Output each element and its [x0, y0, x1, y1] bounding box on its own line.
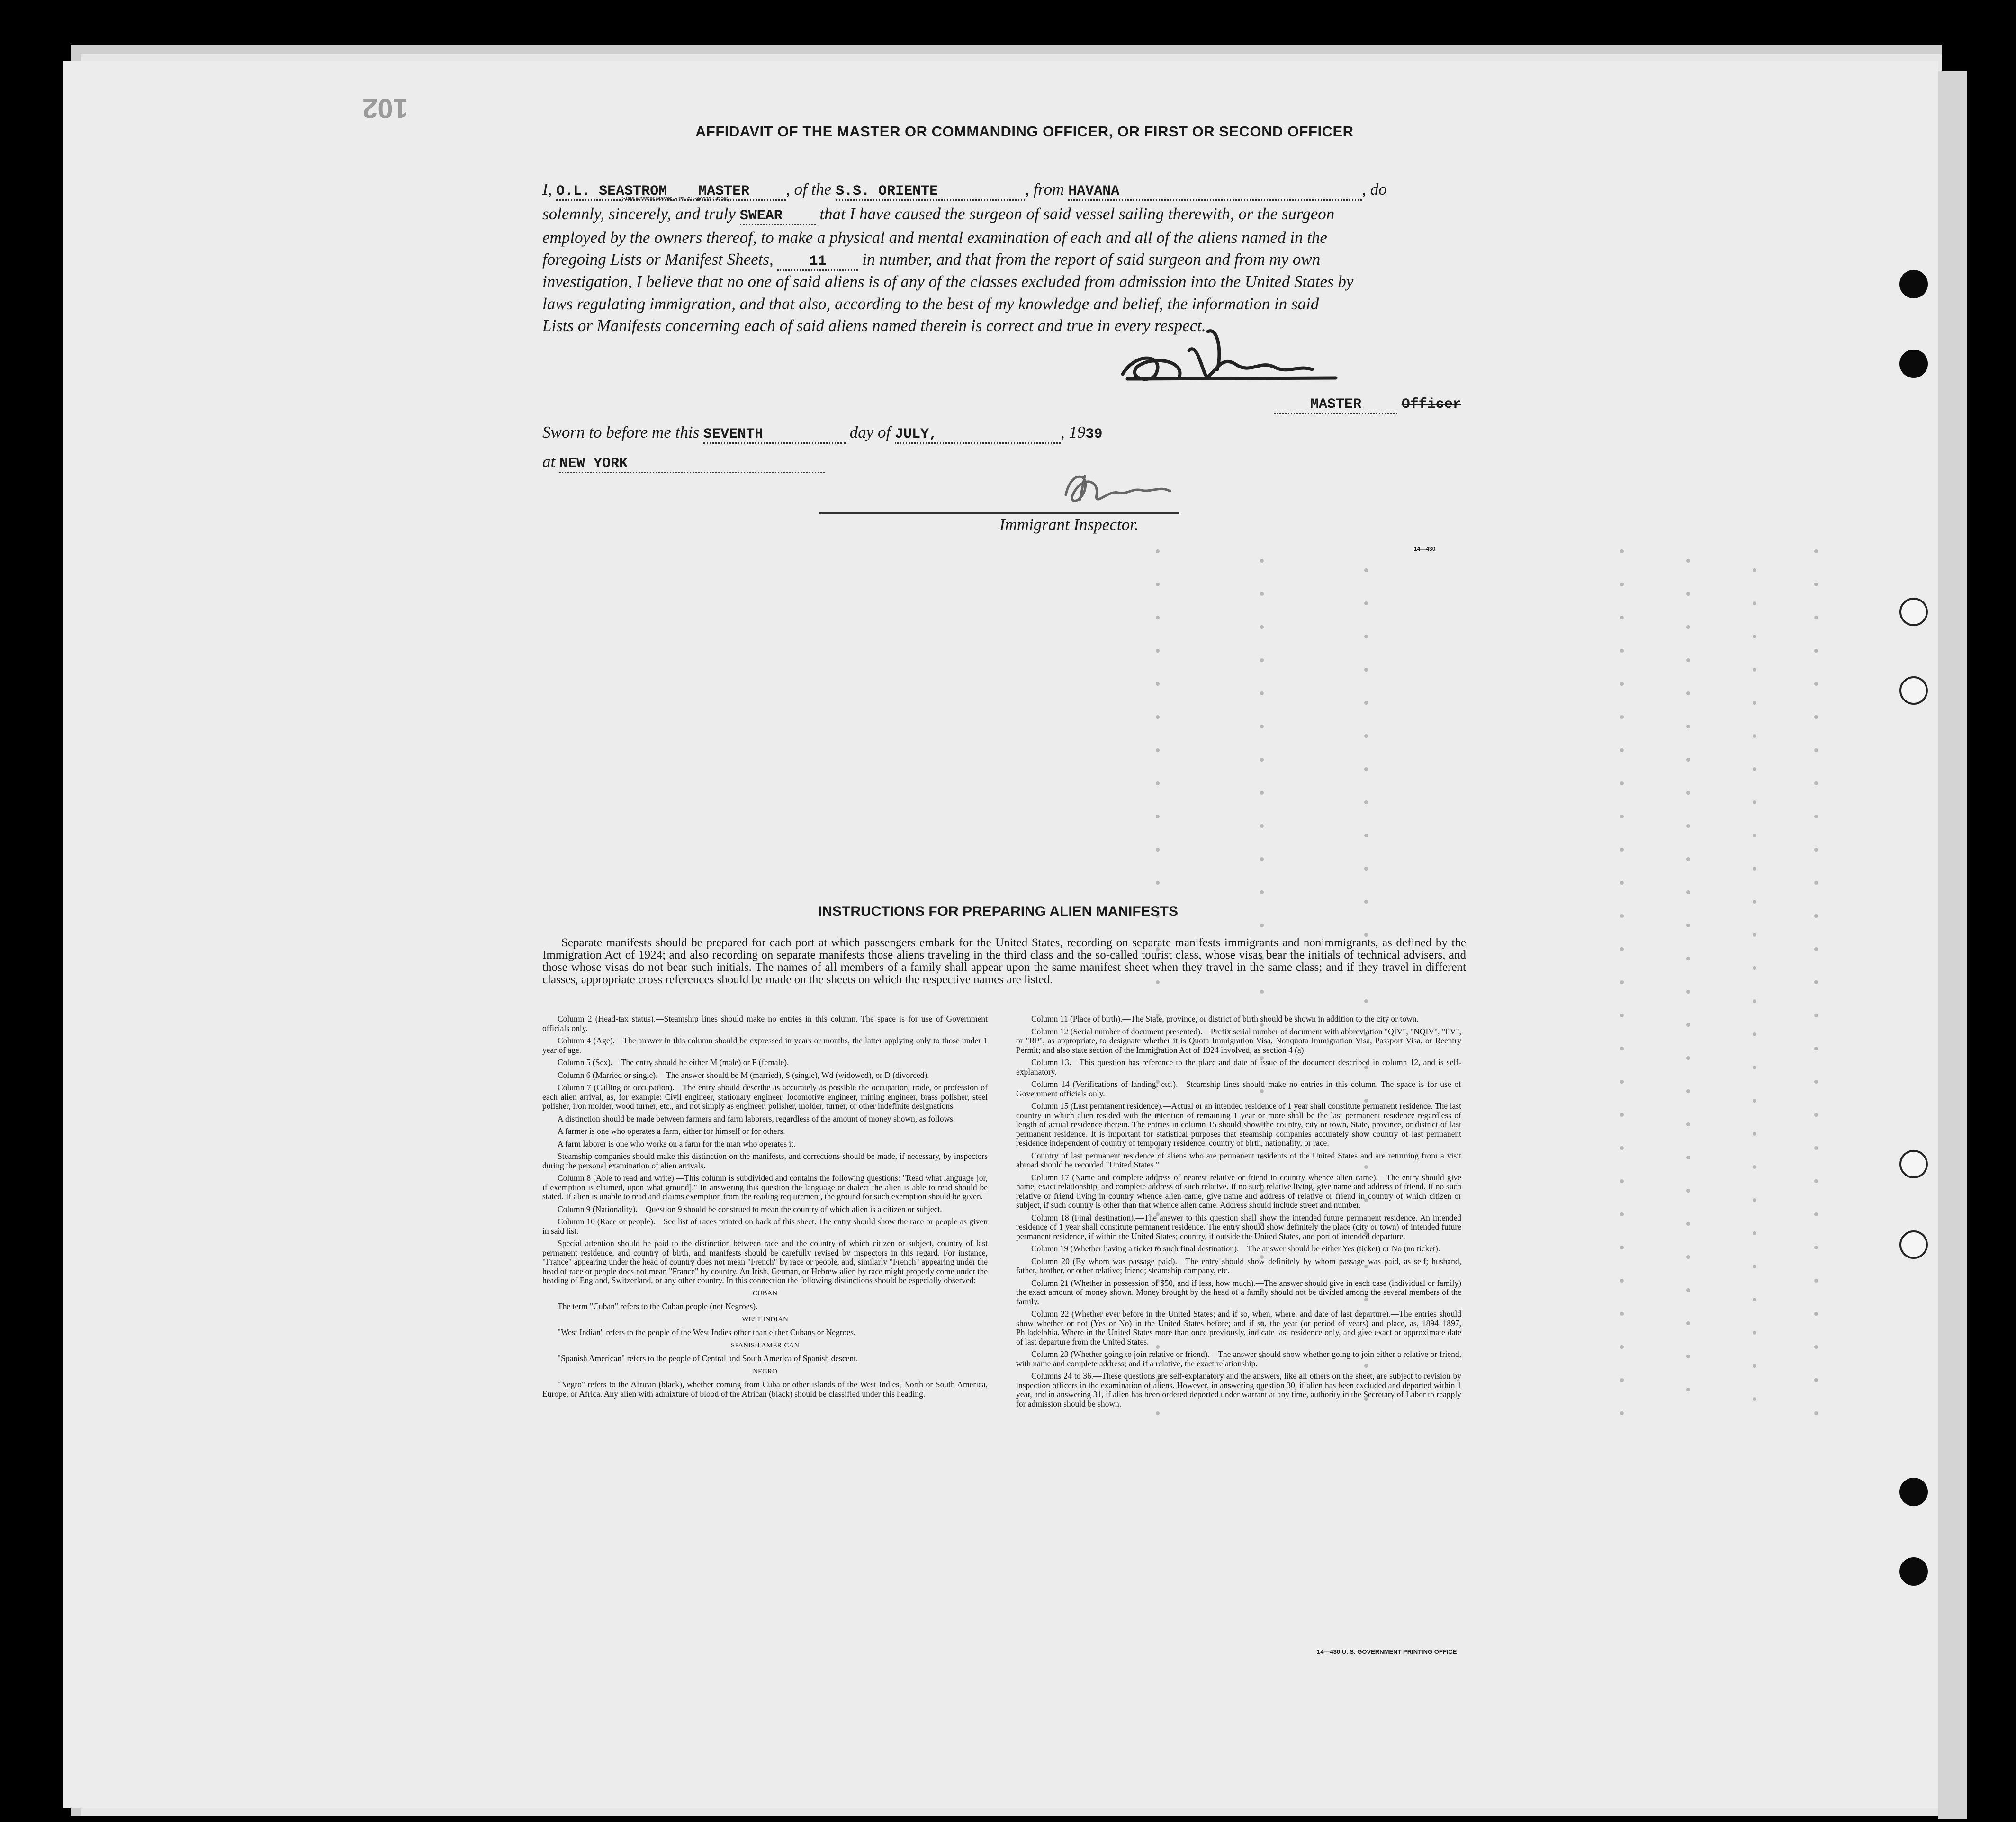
instructions-intro: Separate manifests should be prepared for each port at which passengers embark for the United States, recording on separate manifests immigrants and nonimmigrants, as defined by the Immigration Act of 1924; and also recording on separate manifests those aliens traveling in the third class and the so-called tourist class, whose visas bear the initials of technical advisers, and those whose visas do not bear such initials. The names of all members of a family shall appear upon the same manifest sheet when they travel in the same class; and if they travel in different classes, appropriate cross references should be made on the sheets on which the respective names are listed.: [542, 936, 1466, 986]
bleed-dot: [1753, 966, 1756, 970]
paragraph: Column 11 (Place of birth).—The State, province, or district of birth should be shown in addition to the city or town.: [1031, 1014, 1419, 1023]
bleed-dot: [1814, 1345, 1818, 1349]
paragraph: The term "Cuban" refers to the Cuban people (not Negroes).: [558, 1301, 758, 1311]
bleed-dot: [1686, 725, 1690, 728]
binder-hole-icon: [1899, 1150, 1928, 1178]
text: , 19: [1060, 423, 1086, 441]
paragraph: Country of last permanent residence of aliens who are permanent residents of the United States and are returning from a visit abroad should be recorded "United States.": [1016, 1150, 1461, 1169]
binder-hole-icon: [1899, 1478, 1928, 1506]
heading: WEST INDIAN: [742, 1315, 788, 1323]
master-signature: [1108, 322, 1345, 393]
inspector-signature-line: [819, 512, 1179, 514]
bleed-dot: [1753, 568, 1756, 572]
affidavit-title: AFFIDAVIT OF THE MASTER OR COMMANDING OFFICER, OR FIRST OR SECOND OFFICER: [695, 123, 1354, 140]
bleed-dot: [1753, 668, 1756, 672]
bleed-dot: [1686, 758, 1690, 762]
paragraph: Columns 24 to 36.—These questions are self-explanatory and the answers, like all others on the sheet, are subject to revision by inspection officers in the examination of aliens. However, in answering question 30, if alien has been excluded and deported within 1 year, and in answering 31, if alien has been ordered deported under warrant at any time, authority in the Secretary of Labor to reapply for admission should be shown.: [1016, 1371, 1461, 1409]
bleed-dot: [1620, 1047, 1624, 1050]
bleed-dot: [1753, 1165, 1756, 1169]
bleed-dot: [1260, 559, 1264, 563]
affidavit-line-4: [542, 250, 1471, 271]
bleed-dot: [1686, 1089, 1690, 1093]
bleed-dot: [1814, 1246, 1818, 1249]
bleed-dot: [1814, 682, 1818, 686]
paragraph: Column 13.—This question has reference to the place and date of issue of the document described in column 12, and is self-explanatory.: [1016, 1058, 1461, 1077]
bleed-dot: [1620, 1179, 1624, 1183]
bleed-dot: [1620, 1146, 1624, 1150]
bleed-dot: [1364, 668, 1368, 672]
binder-hole-icon: [1899, 350, 1928, 378]
bleed-dot: [1364, 635, 1368, 638]
bleed-dot: [1753, 1331, 1756, 1335]
bleed-dot: [1753, 1397, 1756, 1401]
bleed-dot: [1686, 1222, 1690, 1226]
bleed-dot: [1260, 824, 1264, 828]
text: , from: [1025, 180, 1064, 198]
bleed-dot: [1260, 990, 1264, 994]
paragraph: Column 8 (Able to read and write).—This column is subdivided and contains the following questions: "Read what language [or, if exemption is claimed, upon what ground]." In answering this question the language or dialect the alien is able to read should be stated. If alien is unable to read and claims exemption from the reading requirement, the ground for such exemption should be given.: [542, 1173, 988, 1201]
bleed-dot: [1620, 1113, 1624, 1117]
bleed-dot: [1686, 857, 1690, 861]
instructions-title: INSTRUCTIONS FOR PREPARING ALIEN MANIFESTS: [818, 904, 1179, 919]
instructions-right-column: [1016, 1014, 1461, 1412]
bleed-dot: [1260, 592, 1264, 596]
sworn-month-field: JULY,: [895, 426, 1061, 444]
bleed-dot: [1753, 1132, 1756, 1136]
bleed-dot: [1686, 1122, 1690, 1126]
paragraph: Column 18 (Final destination).—The answer to this question shall show the intended future permanent residence. An intended residence of 1 year shall constitute permanent residence. The entry should show definitely the place (city or town) of intended future permanent residence, if within the United States; country, if outside the United States, and port of intended departure.: [1016, 1212, 1461, 1241]
bleed-dot: [1156, 1411, 1160, 1415]
text: Sworn to before me this: [542, 423, 700, 441]
bleed-dot: [1686, 691, 1690, 695]
bleed-dot: [1364, 867, 1368, 871]
vessel-field: S.S. ORIENTE: [836, 183, 1025, 201]
bleed-dot: [1620, 781, 1624, 785]
bleed-dot: [1686, 957, 1690, 960]
text: that I have caused the surgeon of said vessel sailing therewith, or the surgeon: [819, 205, 1335, 223]
heading: CUBAN: [752, 1289, 778, 1297]
bleed-dot: [1620, 815, 1624, 818]
bleed-dot: [1814, 649, 1818, 653]
heading: NEGRO: [753, 1367, 777, 1375]
bleed-dot: [1753, 701, 1756, 705]
footer-printing-office: 14—430 U. S. GOVERNMENT PRINTING OFFICE: [1317, 1648, 1457, 1655]
bleed-dot: [1686, 1189, 1690, 1193]
bleed-dot: [1620, 616, 1624, 619]
bleed-dot: [1156, 549, 1160, 553]
bleed-dot: [1686, 1023, 1690, 1027]
bleed-dot: [1753, 1364, 1756, 1368]
location-field: NEW YORK: [559, 456, 825, 473]
bleed-dot: [1620, 549, 1624, 553]
sworn-line: [542, 423, 1471, 444]
bleed-dot: [1620, 1014, 1624, 1017]
bleed-dot: [1364, 900, 1368, 904]
paragraph: Column 23 (Whether going to join relative or friend).—The answer should show whether going to join either a relative or friend, with name and complete address; and if a relative, the exact relationship.: [1016, 1349, 1461, 1368]
bleed-dot: [1260, 890, 1264, 894]
paragraph: "Negro" refers to the African (black), whether coming from Cuba or other islands of the West Indies, North or South America, Europe, or Africa. Any alien with admixture of blood of the African (black) should be classified under this heading.: [542, 1380, 988, 1399]
bleed-dot: [1814, 1146, 1818, 1150]
bleed-dot: [1753, 601, 1756, 605]
sworn-year-field: 39: [1085, 426, 1103, 442]
bleed-dot: [1620, 914, 1624, 918]
bleed-dot: [1156, 682, 1160, 686]
paragraph: Column 7 (Calling or occupation).—The entry should describe as accurately as possible the occupation, trade, or profession of each alien arrival, as, for example: Civil engineer, stationary engineer, locomotive engineer, mining engineer, brass polisher, steel polisher, iron molder, wood turner, etc., and not simply as engineer, polisher, molder, turner, or other indefinite designations.: [542, 1083, 988, 1111]
bleed-dot: [1364, 701, 1368, 705]
bleed-dot: [1364, 601, 1368, 605]
bleed-dot: [1814, 748, 1818, 752]
bleed-dot: [1753, 867, 1756, 871]
bleed-dot: [1814, 914, 1818, 918]
bleed-dot: [1753, 635, 1756, 638]
form-number: 14—430: [1414, 546, 1436, 552]
bleed-dot: [1814, 815, 1818, 818]
bleed-dot: [1364, 834, 1368, 837]
binder-hole-icon: [1899, 676, 1928, 705]
bleed-dot: [1753, 933, 1756, 937]
bleed-dot: [1620, 881, 1624, 885]
bleed-dot: [1814, 616, 1818, 619]
bleed-dot: [1814, 1080, 1818, 1084]
bleed-dot: [1753, 1099, 1756, 1103]
signer-title-struck: Officer: [1401, 396, 1461, 413]
bleed-dot: [1814, 1113, 1818, 1117]
bleed-dot: [1753, 734, 1756, 738]
affidavit-line-6: laws regulating immigration, and that also, according to the best of my knowledge and belief, the information in said: [542, 295, 1319, 313]
bleed-dot: [1364, 800, 1368, 804]
paragraph: Special attention should be paid to the distinction between race and the country of which citizen or subject, country of last permanent residence, and country of birth, and manifests should be carefully revised by inspectors in this regard. For instance, "France" appearing under the head of country does not mean "French" by race or people, and, similarly "French" appearing under the head of race or people does not mean "France" by country. An Irish, German, or Hebrew alien by race might properly come under the heading of England, Switzerland, or any other country. In this connection the following distinctions should be especially observed:: [542, 1239, 988, 1285]
bleed-dot: [1156, 715, 1160, 719]
binder-hole-icon: [1899, 598, 1928, 626]
bleed-dot: [1620, 682, 1624, 686]
bleed-dot: [1753, 999, 1756, 1003]
bleed-dot: [1686, 1288, 1690, 1292]
bleed-dot: [1260, 691, 1264, 695]
paragraph: Column 10 (Race or people).—See list of races printed on back of this sheet. The entry should show the race or people as given in said list.: [542, 1217, 988, 1236]
bleed-dot: [1156, 583, 1160, 586]
paragraph: Column 9 (Nationality).—Question 9 should be construed to mean the country of which alien is a citizen or subject.: [558, 1204, 942, 1214]
affidavit-line-7: Lists or Manifests concerning each of said aliens named therein is correct and true in every respect.: [542, 316, 1206, 335]
bleed-dot: [1156, 748, 1160, 752]
bleed-dot: [1814, 881, 1818, 885]
bleed-dot: [1260, 758, 1264, 762]
bleed-dot: [1620, 1378, 1624, 1382]
paragraph: Steamship companies should make this distinction on the manifests, and corrections should be made, if necessary, by inspectors during the personal examination of alien arrivals.: [542, 1151, 988, 1170]
instructions-left-column: [542, 1014, 988, 1402]
bleed-dot: [1620, 583, 1624, 586]
bleed-dot: [1156, 781, 1160, 785]
bleed-dot: [1620, 1411, 1624, 1415]
bleed-dot: [1753, 767, 1756, 771]
bleed-dot: [1814, 980, 1818, 984]
bleed-dot: [1620, 947, 1624, 951]
port-field: HAVANA: [1068, 183, 1362, 201]
bleed-dot: [1364, 767, 1368, 771]
sworn-day-field: SEVENTH: [703, 426, 846, 444]
bleed-dot: [1814, 1212, 1818, 1216]
text: day of: [849, 423, 891, 441]
bleed-dot: [1753, 834, 1756, 837]
paragraph: Column 2 (Head-tax status).—Steamship lines should make no entries in this column. The space is for use of Government officials only.: [542, 1014, 988, 1033]
paragraph: Column 15 (Last permanent residence).—Actual or an intended residence of 1 year shall constitute permanent residence. The last country in which alien resided with the intention of remaining 1 year or more shall be the last permanent residence regardless of length of actual residence therein. The entries in column 15 should show the country, city or town, State, province, or district of last permanent residence. It is important for statistical purposes that steamship companies accurately show country of last permanent residence independent of country of temporary residence, country of birth, nationality, or race.: [1016, 1101, 1461, 1148]
paragraph: A distinction should be made between farmers and farm laborers, regardless of the amount of money shown, as follows:: [558, 1113, 955, 1123]
paragraph: Column 20 (By whom was passage paid).—The entry should show definitely by whom passage was paid, as self; husband, father, brother, or other relative; friend; steamship company, etc.: [1016, 1256, 1461, 1275]
bleed-dot: [1686, 1156, 1690, 1159]
oath-field: SWEAR: [740, 208, 816, 225]
bleed-dot: [1620, 1080, 1624, 1084]
bleed-dot: [1814, 848, 1818, 852]
bleed-dot: [1686, 1321, 1690, 1325]
binder-hole-icon: [1899, 1230, 1928, 1259]
bleed-dot: [1814, 1411, 1818, 1415]
bleed-dot: [1686, 824, 1690, 828]
paragraph: A farmer is one who operates a farm, either for himself or for others.: [558, 1126, 785, 1136]
bleed-dot: [1686, 791, 1690, 795]
paragraph: A farm laborer is one who works on a farm for the man who operates it.: [558, 1139, 796, 1149]
bleed-dot: [1686, 990, 1690, 994]
bleed-dot: [1753, 1231, 1756, 1235]
bleed-dot: [1620, 980, 1624, 984]
bleed-dot: [1260, 857, 1264, 861]
bleed-dot: [1364, 734, 1368, 738]
bleed-dot: [1364, 999, 1368, 1003]
bleed-dot: [1156, 848, 1160, 852]
signer-title: MASTER: [1274, 396, 1397, 414]
paragraph: "West Indian" refers to the people of the West Indies other than either Cubans or Negroes.: [558, 1328, 856, 1337]
bleed-dot: [1753, 800, 1756, 804]
affidavit-line-5: investigation, I believe that no one of said aliens is of any of the classes excluded from admission into the United States by: [542, 272, 1354, 291]
paragraph: Column 12 (Serial number of document presented).—Prefix serial number of document with abbreviation "QIV", "NQIV", "PV", or "RP", as appropriate, to designate whether it is Quota Immigration Visa, Nonquota Immigration Visa, Passport Visa, or Reentry Permit; and also state section of the Immigration Act of 1924 involved, as section 4 (a).: [1016, 1026, 1461, 1055]
inspector-label: Immigrant Inspector.: [999, 515, 1139, 534]
bleed-dot: [1753, 1298, 1756, 1301]
bleed-dot: [1156, 649, 1160, 653]
bleed-dot: [1686, 1056, 1690, 1060]
heading: SPANISH AMERICAN: [730, 1341, 800, 1349]
bleed-dot: [1686, 890, 1690, 894]
bleed-dot: [1753, 1198, 1756, 1202]
paragraph: Column 14 (Verifications of landing, etc.).—Steamship lines should make no entries in this column. The space is for use of Government officials only.: [1016, 1079, 1461, 1098]
bleed-dot: [1620, 748, 1624, 752]
bleed-dot: [1156, 815, 1160, 818]
text: , of the: [786, 180, 832, 198]
bleed-dot: [1260, 625, 1264, 629]
bleed-dot: [1260, 924, 1264, 927]
rank-note: (State whether Master, First, or Second Officer): [621, 196, 730, 202]
bleed-dot: [1814, 947, 1818, 951]
bleed-dot: [1814, 1014, 1818, 1017]
bleed-dot: [1814, 549, 1818, 553]
bleed-dot: [1156, 616, 1160, 619]
location-line: [542, 452, 1471, 473]
paragraph: Column 4 (Age).—The answer in this column should be expressed in years or months, the latter applying only to those under 1 year of age.: [542, 1036, 988, 1055]
bleed-dot: [1814, 1378, 1818, 1382]
bleed-dot: [1814, 1279, 1818, 1283]
text: at: [542, 452, 556, 471]
bleed-dot: [1686, 1355, 1690, 1358]
bleed-dot: [1686, 1255, 1690, 1259]
paragraph: Column 5 (Sex).—The entry should be either M (male) or F (female).: [558, 1058, 789, 1067]
bleed-dot: [1686, 924, 1690, 927]
bleed-dot: [1364, 568, 1368, 572]
paragraph: Column 19 (Whether having a ticket to such final destination).—The answer should be either Yes (ticket) or No (no ticket).: [1031, 1244, 1440, 1253]
officer-rank-field: MASTER: [698, 183, 786, 201]
bleed-dot: [1814, 583, 1818, 586]
bleed-dot: [1620, 1279, 1624, 1283]
paragraph: Column 22 (Whether ever before in the United States; and if so, when, where, and date of last departure).—The entries should show whether or not (Yes or No) in the United States before; and if so, the year (or period of years) and place, as, 1894–1897, Philadelphia. Where in the United States more than once previously, indicate last residence only, and give exact or approximate date of last departure from the United States.: [1016, 1309, 1461, 1346]
bleed-dot: [1814, 715, 1818, 719]
bleed-dot: [1753, 1265, 1756, 1268]
paragraph: "Spanish American" refers to the people of Central and South America of Spanish descent.: [558, 1354, 858, 1363]
bleed-dot: [1260, 725, 1264, 728]
bleed-dot: [1686, 658, 1690, 662]
paragraph: Column 21 (Whether in possession of $50, and if less, how much).—The answer should give in each case (individual or family) the exact amount of money shown. Money brought by the head of a family should not be divided among the several members of the family.: [1016, 1278, 1461, 1306]
page-number: 102: [362, 93, 408, 124]
inspector-signature: [1052, 462, 1203, 514]
bleed-dot: [1156, 881, 1160, 885]
bleed-dot: [1753, 1032, 1756, 1036]
bleed-dot: [1686, 592, 1690, 596]
text: foregoing Lists or Manifest Sheets,: [542, 250, 774, 269]
bleed-dot: [1620, 649, 1624, 653]
affidavit-line-3: employed by the owners thereof, to make a physical and mental examination of each and all of the aliens named in the: [542, 228, 1327, 247]
officer-name-field: O.L. SEASTROM: [556, 183, 698, 201]
bleed-dot: [1620, 1312, 1624, 1316]
text: solemnly, sincerely, and truly: [542, 205, 736, 223]
bleed-dot: [1620, 715, 1624, 719]
bleed-dot: [1686, 625, 1690, 629]
signer-title-line: [1274, 393, 1473, 414]
sheets-count-field: 11: [777, 253, 858, 271]
bleed-dot: [1620, 848, 1624, 852]
bleed-dot: [1260, 791, 1264, 795]
paragraph: Column 6 (Married or single).—The answer should be M (married), S (single), Wd (widowed), or D (divorced).: [558, 1070, 929, 1080]
bleed-dot: [1686, 1388, 1690, 1391]
binder-hole-icon: [1899, 270, 1928, 298]
bleed-dot: [1814, 1047, 1818, 1050]
bleed-dot: [1620, 1212, 1624, 1216]
bleed-dot: [1753, 900, 1756, 904]
sheet-right-edge: [1938, 71, 1967, 1819]
text: I,: [542, 180, 552, 198]
bleed-dot: [1620, 1246, 1624, 1249]
bleed-dot: [1686, 559, 1690, 563]
bleed-dot: [1814, 781, 1818, 785]
text: in number, and that from the report of said surgeon and from my own: [862, 250, 1321, 269]
bleed-dot: [1620, 1345, 1624, 1349]
bleed-dot: [1260, 658, 1264, 662]
binder-hole-icon: [1899, 1557, 1928, 1586]
paragraph: Column 17 (Name and complete address of nearest relative or friend in country whence alien came).—The entry should give name, exact relationship, and complete address of such relative. If no such relative living, give name and address of friend. If no such relative or friend living in country whence alien came, give name and address of relative or friend in country of which citizen or subject, if such country is other than that whence alien came. Address should include street and number.: [1016, 1172, 1461, 1210]
text: , do: [1362, 180, 1387, 198]
affidavit-line-2: [542, 205, 1471, 225]
bleed-dot: [1814, 1179, 1818, 1183]
bleed-dot: [1753, 1066, 1756, 1069]
bleed-dot: [1814, 1312, 1818, 1316]
